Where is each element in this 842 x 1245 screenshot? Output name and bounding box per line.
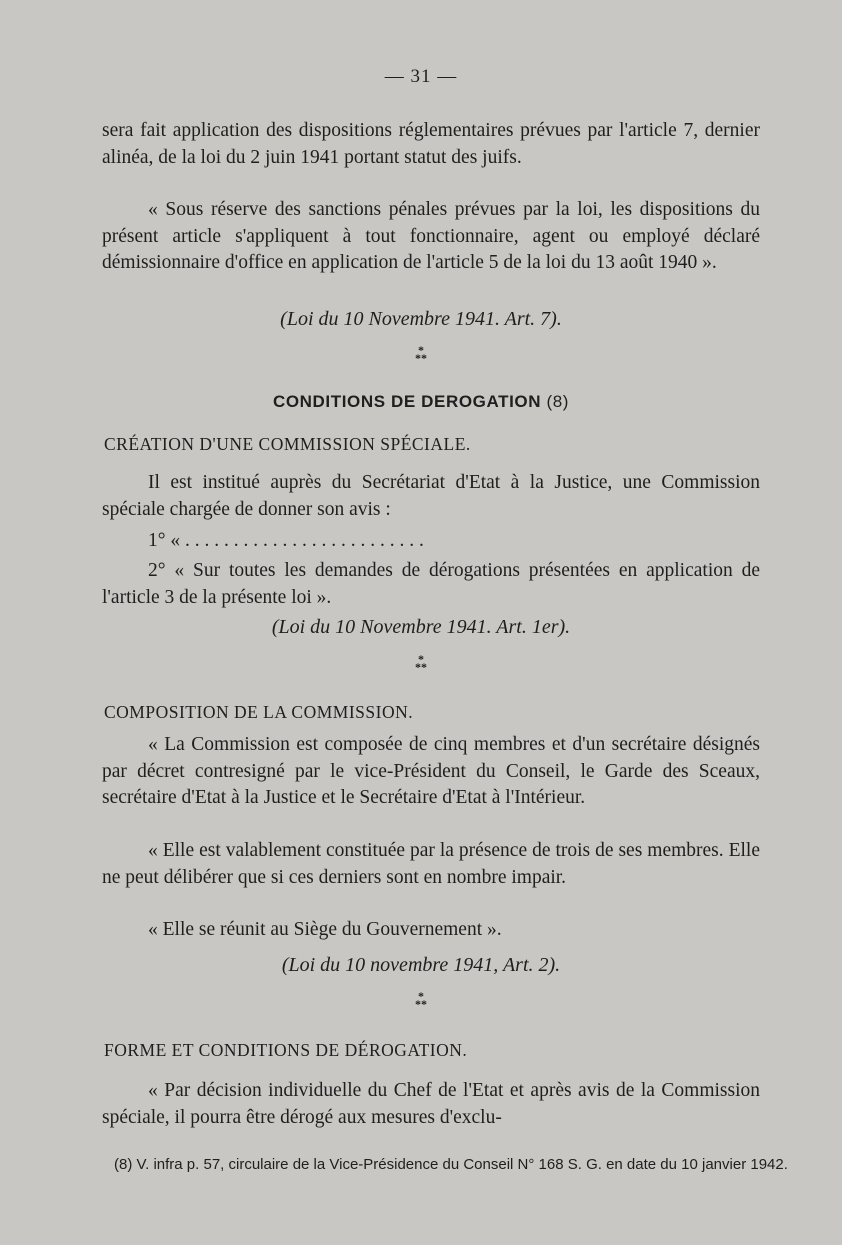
page-number: — 31 — bbox=[384, 66, 458, 87]
paragraph-sanctions-penales: « Sous réserve des sanctions pénales prévues par la loi, les dispositions du présent article s'appliquent à tout fonctionnaire, agent ou employé déclaré démissionnaire d'office en application de l'article 5 de la loi du 13 août 1940 ». bbox=[102, 199, 760, 273]
list-item-1: 1° « . . . . . . . . . . . . . . . . . . . . . . . . . bbox=[148, 530, 424, 551]
subheading-composition-commission: COMPOSITION DE LA COMMISSION. bbox=[104, 702, 414, 722]
paragraph-siege: « Elle se réunit au Siège du Gouvernement ». bbox=[148, 919, 502, 940]
paragraph-decision-individuelle: « Par décision individuelle du Chef de l'Etat et après avis de la Commission spéciale, il pourra être dérogé aux mesures d'exclu- bbox=[102, 1080, 760, 1128]
subheading-forme-derogation: FORME ET CONDITIONS DE DÉROGATION. bbox=[104, 1040, 468, 1060]
subheading-creation-commission: CRÉATION D'UNE COMMISSION SPÉCIALE. bbox=[104, 434, 471, 454]
asterism-ornament: * ** bbox=[415, 989, 427, 1011]
paragraph-commission-speciale: Il est institué auprès du Secrétariat d'Etat à la Justice, une Commission spéciale chargée de donner son avis : bbox=[102, 472, 760, 520]
paragraph-statut-des-juifs: sera fait application des dispositions réglementaires prévues par l'article 7, dernier alinéa, de la loi du 2 juin 1941 portant statut des juifs. bbox=[102, 120, 760, 168]
footnote-reference: (8) bbox=[546, 392, 570, 411]
paragraph-composition: « La Commission est composée de cinq membres et d'un secrétaire désignés par décret contresigné par le vice-Président du Conseil, le Garde des Sceaux, secrétaire d'Etat à la Justice et le Secrétaire d'Etat à l'Intérieur. bbox=[102, 734, 760, 808]
section-heading-text: CONDITIONS DE DEROGATION bbox=[272, 392, 542, 411]
citation-art-1: (Loi du 10 Novembre 1941. Art. 1er). bbox=[271, 616, 571, 638]
list-item-2: 2° « Sur toutes les demandes de dérogations présentées en application de l'article 3 de la présente loi ». bbox=[102, 560, 760, 608]
asterism-ornament: * ** bbox=[415, 652, 427, 674]
footnote: (8) V. infra p. 57, circulaire de la Vice-Présidence du Conseil N° 168 S. G. en date du 10 janvier 1942. bbox=[114, 1156, 788, 1173]
asterism-ornament: * ** bbox=[415, 343, 427, 365]
paragraph-quorum: « Elle est valablement constituée par la présence de trois de ses membres. Elle ne peut délibérer que si ces derniers sont en nombre impair. bbox=[102, 840, 760, 888]
citation-art-7: (Loi du 10 Novembre 1941. Art. 7). bbox=[280, 308, 562, 330]
citation-art-2: (Loi du 10 novembre 1941, Art. 2). bbox=[281, 954, 561, 976]
section-heading bbox=[0, 392, 842, 412]
